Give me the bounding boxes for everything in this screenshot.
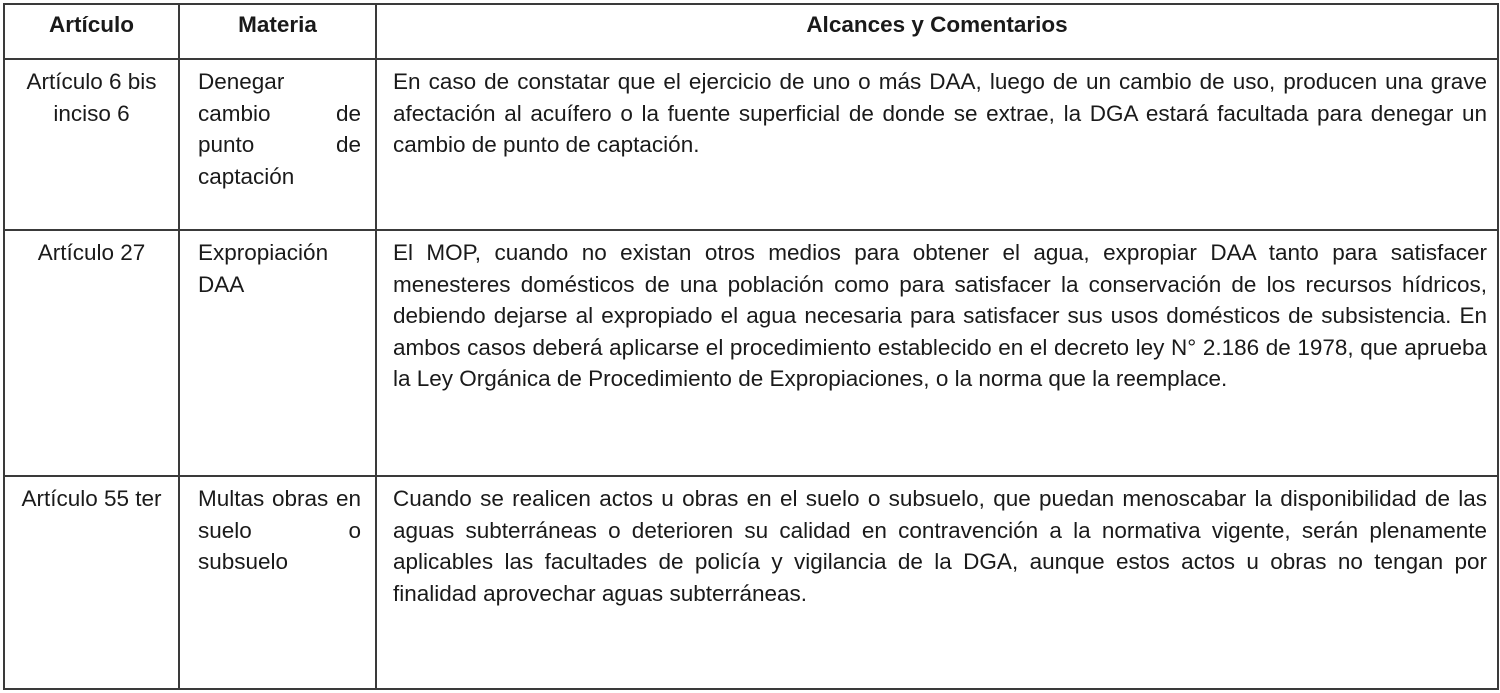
materia-cell: Denegar cambio de punto de captación — [179, 59, 376, 230]
alcances-cell: En caso de constatar que el ejercicio de uno o más DAA, luego de un cambio de uso, producen una grave afectación al acuífero o la fuente superficial de donde se extrae, la DGA estará facultada para denegar un cambio de punto de captación. — [376, 59, 1498, 230]
header-articulo: Artículo — [4, 4, 179, 59]
materia-cell: Expropiación DAA — [179, 230, 376, 476]
materia-cell: Multas obras en suelo o subsuelo — [179, 476, 376, 689]
table-row — [4, 230, 1498, 476]
articulo-cell: Artículo 27 — [4, 230, 179, 476]
articulo-cell: Artículo 55 ter — [4, 476, 179, 689]
alcances-cell: El MOP, cuando no existan otros medios para obtener el agua, expropiar DAA tanto para satisfacer menesteres domésticos de una población como para satisfacer la conservación de los recursos hídricos, debiendo dejarse al expropiado el agua necesaria para satisfacer sus usos domésticos de subsistencia. En ambos casos deberá aplicarse el procedimiento establecido en el decreto ley N° 2.186 de 1978, que aprueba la Ley Orgánica de Procedimiento de Expropiaciones, o la norma que la reemplace. — [376, 230, 1498, 476]
header-alcances: Alcances y Comentarios — [376, 4, 1498, 59]
table-header-row — [4, 4, 1498, 59]
table-row — [4, 59, 1498, 230]
header-materia: Materia — [179, 4, 376, 59]
articulo-cell: Artículo 6 bis inciso 6 — [4, 59, 179, 230]
articles-table — [3, 3, 1499, 690]
alcances-cell: Cuando se realicen actos u obras en el suelo o subsuelo, que puedan menoscabar la disponibilidad de las aguas subterráneas o deterioren su calidad en contravención a la normativa vigente, serán plenamente aplicables las facultades de policía y vigilancia de la DGA, aunque estos actos u obras no tengan por finalidad aprovechar aguas subterráneas. — [376, 476, 1498, 689]
table-row — [4, 476, 1498, 689]
